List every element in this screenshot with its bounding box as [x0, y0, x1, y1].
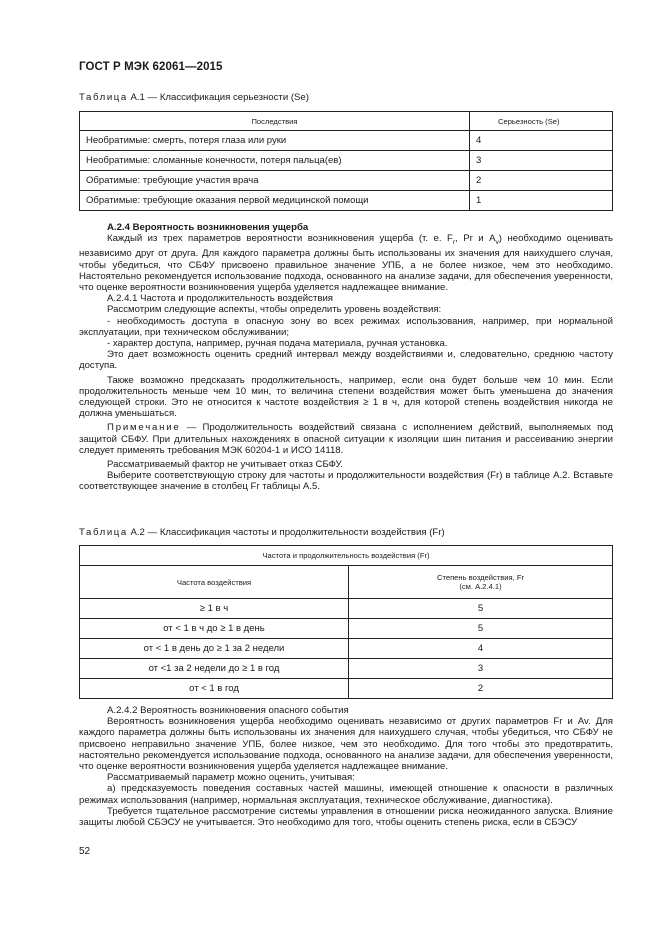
section-heading: А.2.4 Вероятность возникновения ущерба [107, 222, 309, 233]
note-text: — Продолжительность воздействий связана с исполнением действий, выполняемых под защитой СБФУ. При длительных нахождениях в опасной ситуации к изоляции шин питания и рассеиванию энергии следует применять требования МЭК 60204-1 и ИСО 14118. [79, 422, 613, 456]
paragraph: Требуется тщательное рассмотрение системы управления в отношении риска неожиданного запуска. Влияние защиты любой СБЭСУ не учитывается. Это необходимо для того, чтобы оценить степень риска, если в СБЭСУ [79, 805, 613, 829]
cell-frequency: от < 1 в год [80, 679, 349, 699]
cell-degree: 5 [349, 599, 613, 619]
col-header-frequency: Частота воздействия [80, 566, 349, 599]
col-header-consequence: Последствия [80, 112, 470, 131]
frequency-table [79, 545, 613, 699]
paragraph: Рассмотрим следующие аспекты, чтобы определить уровень воздействия: [107, 304, 442, 316]
table-row [80, 619, 613, 639]
span-header: Частота и продолжительность воздействия (Fr) [80, 546, 613, 566]
table-row [80, 639, 613, 659]
cell-consequence: Обратимые: требующие оказания первой медицинской помощи [80, 191, 470, 211]
table-row [80, 151, 613, 171]
table-header-row [80, 112, 613, 131]
note [79, 422, 613, 456]
col-header-degree-line1: Степень воздействия, Fr [436, 573, 525, 582]
cell-frequency: от < 1 в ч до ≥ 1 в день [80, 619, 349, 639]
cell-frequency: ≥ 1 в ч [80, 599, 349, 619]
cell-degree: 5 [349, 619, 613, 639]
table-header-row [80, 566, 613, 599]
cell-frequency: от <1 за 2 недели до ≥ 1 в год [80, 659, 349, 679]
table-row [80, 191, 613, 211]
col-header-degree-line2: (см. А.2.4.1) [459, 582, 502, 591]
note-label: Примечание [107, 422, 181, 434]
table-row [80, 659, 613, 679]
paragraph: Рассматриваемый параметр можно оценить, учитывая: [107, 772, 355, 784]
severity-table [79, 111, 613, 211]
cell-consequence: Необратимые: смерть, потеря глаза или руки [80, 131, 470, 151]
cell-consequence: Обратимые: требующие участия врача [80, 171, 470, 191]
table-row [80, 679, 613, 699]
list-item: - необходимость доступа в опасную зону во всех режимах использования, например, при нормальной эксплуатации, при техническом обслуживании; [79, 315, 613, 338]
table2-caption [79, 527, 445, 538]
table1-caption-text: А.1 — Классификация серьезности (Se) [127, 92, 309, 103]
table1-caption [79, 92, 309, 103]
paragraph: Каждый из трех параметров вероятности возникновения ущерба (т. е. $F_r$, Pr и $A_v$) необходимо оценивать независимо друг от друга. Для каждого параметра должны быть использованы их значения для наихудшего случая, чтобы убедиться, что СБФУ присвоено правильное значение УПБ, а не более низкое, чем это необходимо. Настоятельно рекомендуется использование подхода, основанного на анализе задачи, для обеспечения уверенности, что оценке вероятности возникновения ущерба уделяется надлежащее внимание. [79, 233, 613, 293]
list-item: - характер доступа, например, ручная подача материала, ручная установка. [107, 337, 448, 349]
paragraph: Рассматриваемый фактор не учитывает отказ СБФУ. [107, 458, 343, 470]
col-header-degree [349, 566, 613, 599]
section-a242 [79, 705, 613, 828]
table-row [80, 171, 613, 191]
table2-caption-prefix: Таблица [79, 527, 128, 538]
cell-severity: 2 [470, 171, 613, 191]
cell-degree: 2 [349, 679, 613, 699]
table-row [80, 599, 613, 619]
standard-header: ГОСТ Р МЭК 62061—2015 [79, 61, 223, 73]
cell-degree: 4 [349, 639, 613, 659]
paragraph: Также возможно предсказать продолжительность, например, если она будет больше чем 10 мин. Если продолжительность меньше чем 10 мин, то величина степени воздействия может быть уменьшена до значения следующей строки. Это не относится к частоте воздействия ≥ 1 в ч, для которой степень воздействия никогда не должна уменьшаться. [79, 374, 613, 420]
cell-degree: 3 [349, 659, 613, 679]
table2-caption-text: А.2 — Классификация частоты и продолжительности воздействия (Fr) [127, 527, 445, 538]
table-row [80, 131, 613, 151]
paragraph: Вероятность возникновения ущерба необходимо оценивать независимо от других параметров Fr и Av. Для каждого параметра должны быть использованы их значения для наихудшего случая, чтобы убедиться, что СБФУ не присвоено неправильно значение УПБ, более низкое, чем это необходимо. Для того чтобы это предотвратить, настоятельно рекомендуется использование подхода, основанного на анализе задачи, для обеспечения уверенности, что оценке вероятности возникновения ущерба уделяется надлежащее внимание. [79, 716, 613, 773]
subsection-heading: А.2.4.2 Вероятность возникновения опасного события [107, 705, 349, 716]
cell-consequence: Необратимые: сломанные конечности, потеря пальца(ев) [80, 151, 470, 171]
cell-frequency: от < 1 в день до ≥ 1 за 2 недели [80, 639, 349, 659]
section-a24 [79, 222, 613, 493]
page-number: 52 [79, 846, 91, 857]
table1-caption-prefix: Таблица [79, 92, 128, 103]
paragraph: Выберите соответствующую строку для частоты и продолжительности воздействия (Fr) в таблице А.2. Вставьте соответствующее значение в столбец Fr таблицы А.5. [79, 470, 613, 493]
col-header-severity: Серьезность (Se) [470, 112, 613, 131]
subsection-heading: А.2.4.1 Частота и продолжительность воздействия [107, 293, 333, 305]
paragraph: Это дает возможность оценить средний интервал между воздействиями и, следовательно, среднюю частоту доступа. [79, 349, 613, 372]
table-span-header-row [80, 546, 613, 566]
cell-severity: 3 [470, 151, 613, 171]
list-item: а) предсказуемость поведения составных частей машины, имеющей отношение к опасности в различных режимах использования (например, нормальная эксплуатация, техническое обслуживание, диагностика). [79, 783, 613, 806]
cell-severity: 4 [470, 131, 613, 151]
cell-severity: 1 [470, 191, 613, 211]
